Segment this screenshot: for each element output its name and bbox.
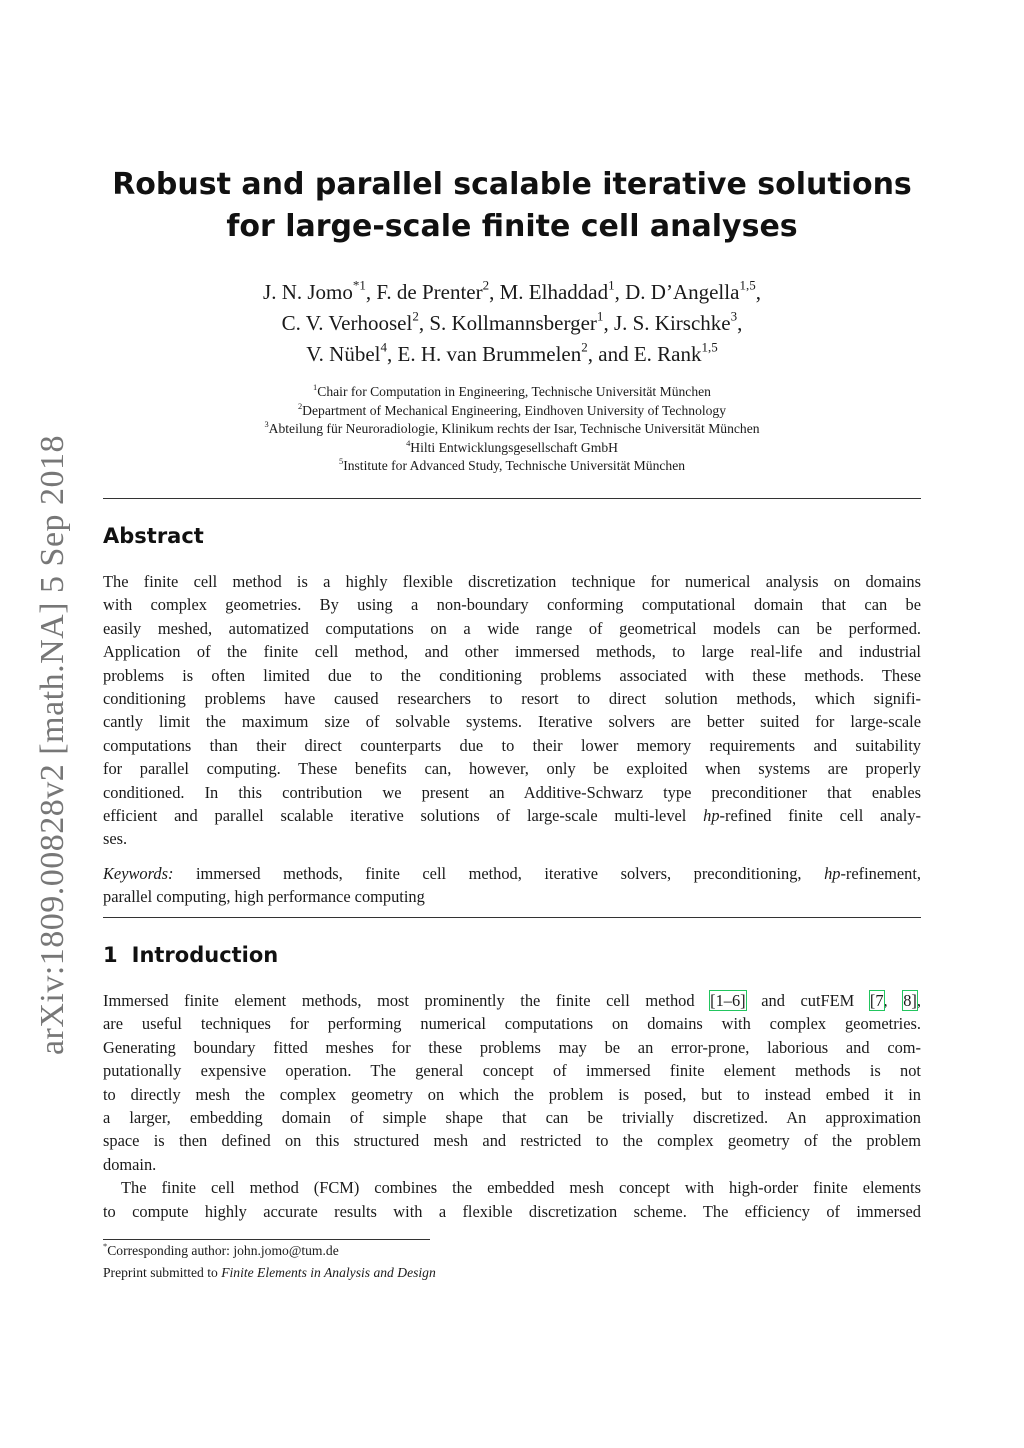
author-line-3: V. Nübel$^4$, E. H. van Brummelen$^2$, and E. Rank$^{1,5}$ (306, 339, 718, 366)
keywords-line (103, 862, 921, 885)
author-name: F. de Prenter (376, 280, 483, 304)
abstract-line (103, 804, 921, 827)
divider-bottom (103, 917, 921, 918)
author-list (103, 277, 921, 370)
section-number: 1 (103, 943, 118, 967)
author-affiliation-mark: 2 (581, 339, 588, 355)
keywords-text: immersed methods, finite cell method, iterative solvers, preconditioning, (173, 864, 825, 883)
section-heading-introduction (103, 943, 278, 967)
intro-line: putationally expensive operation. The general concept of immersed finite element methods is not (103, 1061, 921, 1081)
abstract-body (103, 570, 921, 851)
affiliation-item (103, 420, 921, 439)
abstract-line: problems is often limited due to the conditioning problems associated with these methods. These (103, 665, 921, 685)
keywords (103, 862, 921, 909)
title-line-1: Robust and parallel scalable iterative solutions (112, 167, 912, 202)
author-affiliation-mark: 4 (380, 339, 388, 355)
author-affiliation-mark: 1 (596, 308, 604, 324)
author-affiliation-mark: 1,5 (739, 277, 756, 293)
author-name: V. Nübel (306, 342, 381, 366)
preprint-text: Preprint submitted to (103, 1265, 222, 1280)
affiliation-number: 2 (297, 400, 303, 411)
author-affiliation-mark: 2 (482, 277, 490, 293)
author-affiliation-mark: 1,5 (701, 339, 718, 355)
section-title: Introduction (131, 943, 279, 967)
intro-line: domain. (103, 1154, 157, 1174)
author-name: S. Kollmannsberger (429, 311, 597, 335)
affiliation-item (103, 457, 921, 476)
intro-line: space is then defined on this structured mesh and restricted to the complex geometry of the problem (103, 1131, 921, 1151)
journal-name: Finite Elements in Analysis and Design (221, 1265, 436, 1280)
intro-line: are useful techniques for performing numerical computations on domains with complex geometries. (103, 1014, 921, 1034)
keywords-line: parallel computing, high performance computing (103, 887, 425, 907)
intro-line: a larger, embedding domain of simple shape that can be trivially discretized. An approximation (103, 1107, 921, 1127)
affiliation-number: 4 (406, 437, 411, 448)
affiliation-text: Chair for Computation in Engineering, Technische Universität München (317, 384, 711, 399)
intro-line (103, 989, 921, 1012)
abstract-line: Application of the finite cell method, and other immersed methods, to large real-life and industrial (103, 642, 921, 662)
abstract-line: conditioned. In this contribution we present an Additive-Schwarz type preconditioner that enables (103, 782, 921, 802)
citation-link[interactable]: 8] (903, 991, 917, 1010)
author-line-2: C. V. Verhoosel$^2$, S. Kollmannsberger$^1$, J. S. Kirschke$^3$, (281, 308, 743, 335)
abstract-hp-italic: hp (703, 805, 720, 825)
author-name: M. Elhaddad (499, 280, 609, 304)
affiliation-item (103, 439, 921, 458)
authors-conjunction: and (598, 342, 629, 366)
divider-top (103, 498, 921, 499)
abstract-text: efficient and parallel scalable iterative solutions of large-scale multi-level (103, 805, 704, 825)
author-name: D. D’Angella (625, 280, 740, 304)
author-name: E. H. van Brummelen (397, 342, 582, 366)
footnote (103, 1240, 339, 1259)
abstract-heading: Abstract (103, 524, 204, 548)
arxiv-identifier: arXiv:1809.00828v2 [math.NA] 5 Sep 2018 (34, 434, 71, 1056)
author-affiliation-mark: 3 (730, 308, 738, 324)
intro-line: to compute highly accurate results with a flexible discretization scheme. The efficiency of immersed (103, 1201, 921, 1221)
abstract-line: easily meshed, automatized computations on a wide range of geometrical models can be performed. (103, 618, 921, 638)
keywords-hp-italic: hp (824, 864, 841, 883)
author-affiliation-mark: *1 (352, 277, 366, 293)
affiliation-text: Hilti Entwicklungsgesellschaft GmbH (410, 439, 618, 455)
author-name: J. S. Kirschke (613, 311, 731, 335)
affiliation-number: 1 (313, 381, 318, 392)
author-name: C. V. Verhoosel (281, 311, 413, 335)
introduction-body (103, 989, 921, 1223)
keywords-text: -refinement, (840, 864, 921, 883)
affiliation-number: 3 (264, 419, 269, 430)
abstract-line: for parallel computing. These benefits can, however, only be exploited when systems are properly (103, 759, 921, 779)
abstract-line: with complex geometries. By using a non-boundary conforming computational domain that can be (103, 595, 921, 615)
footnote-text: Corresponding author: john.jomo@tum.de (107, 1243, 339, 1258)
abstract-line: The finite cell method is a highly flexible discretization technique for numerical analysis on domains (103, 572, 921, 591)
author-affiliation-mark: 2 (412, 308, 419, 324)
intro-text: Immersed finite element methods, most prominently the finite cell method (103, 991, 711, 1010)
abstract-line: conditioning problems have caused researchers to resort to direct solution methods, which signifi- (103, 688, 921, 708)
author-affiliation-mark: 1 (608, 277, 615, 293)
title-line-2: for large-scale finite cell analyses (226, 209, 798, 244)
affiliation-item (103, 402, 921, 421)
intro-line: to directly mesh the complex geometry on which the problem is posed, but to instead embed it in (103, 1084, 921, 1104)
paper-title (103, 164, 921, 248)
affiliation-number: 5 (338, 456, 344, 467)
affiliation-item (103, 383, 921, 402)
intro-text: and cutFEM (745, 991, 870, 1010)
abstract-line: computations than their direct counterparts due to their lower memory requirements and suitability (103, 735, 921, 755)
intro-text: , (916, 991, 921, 1010)
footnote-mark: * (103, 1240, 108, 1251)
abstract-line: cantly limit the maximum size of solvable systems. Iterative solvers are better suited for large-scale (103, 712, 921, 732)
intro-text: , (883, 991, 904, 1010)
author-line-1: J. N. Jomo$^{*1}$, F. de Prenter$^2$, M. Elhaddad$^1$, D. D’Angella$^{1,5}$, (263, 277, 761, 304)
affiliation-text: Abteilung für Neuroradiologie, Klinikum rechts der Isar, Technische Universität München (268, 421, 760, 437)
preprint-note (103, 1265, 436, 1281)
author-name: J. N. Jomo (263, 280, 353, 304)
abstract-text: -refined finite cell analy- (719, 805, 921, 825)
author-name: E. Rank (633, 342, 702, 366)
affiliation-list (103, 383, 921, 476)
affiliation-text: Institute for Advanced Study, Technische Universität München (343, 458, 686, 474)
intro-line: The finite cell method (FCM) combines the embedded mesh concept with high-order finite elements (121, 1178, 921, 1198)
citation-link[interactable]: [7 (869, 991, 884, 1010)
footnote-divider (103, 1239, 430, 1240)
intro-line: Generating boundary fitted meshes for these problems may be an error-prone, laborious and com- (103, 1037, 921, 1057)
keywords-label: Keywords: (103, 864, 174, 883)
abstract-line: ses. (103, 829, 128, 849)
affiliation-text: Department of Mechanical Engineering, Eindhoven University of Technology (302, 402, 727, 418)
citation-link[interactable]: [1–6] (710, 991, 746, 1010)
